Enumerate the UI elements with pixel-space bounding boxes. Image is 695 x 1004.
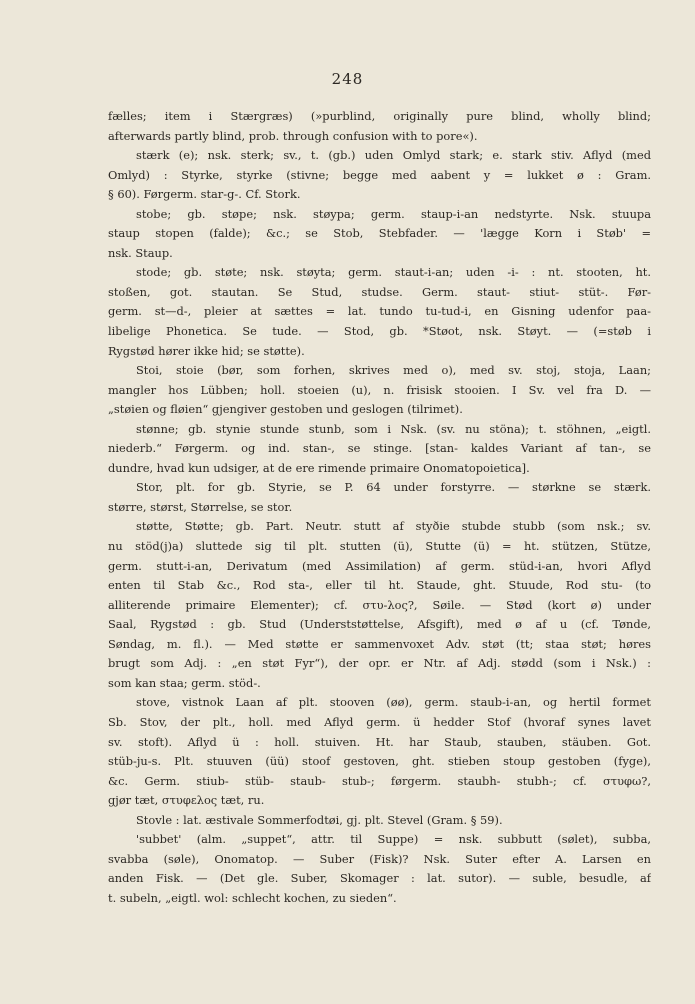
text-line: § 60). Førgerm. star-g-. Cf. Stork. — [108, 187, 301, 202]
text-line: større, størst, Størrelse, se stor. — [108, 499, 293, 514]
entry-line-stobe: stobe; gb. støpe; nsk. støypa; germ. staup-i-an nedstyrte. Nsk. stuupa — [136, 206, 651, 221]
text-line: svabba (søle), Onomatop. — Suber (Fisk)? Nsk. Suter efter A. Larsen en — [108, 851, 651, 866]
text-line: nu stöd(j)a) sluttede sig til plt. stutten (ü), Stutte (ü) = ht. stützen, Stütze, — [108, 539, 651, 554]
entry-line-stovle: Stovle : lat. æstivale Sommerfodtøi, gj. plt. Stevel (Gram. § 59). — [136, 812, 503, 827]
text-line: Sb. Stov, der plt., holl. med Aflyd germ. ü hedder Stof (hvoraf synes lavet — [108, 714, 651, 729]
text-line: niederb.“ Førgerm. og ind. stan-, se stinge. [stan- kaldes Variant af tan-, se — [108, 441, 651, 456]
text-line: germ. stutt-i-an, Derivatum (med Assimilation) af germ. stüd-i-an, hvori Aflyd — [108, 558, 651, 573]
entry-line-stotte: støtte, Støtte; gb. Part. Neutr. stutt af styðie stubde stubb (som nsk.; sv. — [136, 519, 651, 534]
text-line: enten til Stab &c., Rod sta-, eller til ht. Staude, ght. Stuude, Rod stu- (to — [108, 578, 651, 593]
text-line: Saal, Rygstød : gb. Stud (Underststøttelse, Afsgift), med ø af u (cf. Tønde, — [108, 617, 651, 632]
text-line: sv. stoft). Aflyd ü : holl. stuiven. Ht. har Staub, stauben, stäuben. Got. — [108, 734, 651, 749]
page-number: 248 — [331, 70, 364, 88]
text-line: staup stopen (falde); &c.; se Stob, Stebfader. — 'lægge Korn i Støb' = — [108, 226, 651, 241]
text-line: brugt som Adj. : „en støt Fyr“), der opr. er Ntr. af Adj. stødd (som i Nsk.) : — [108, 656, 651, 671]
text-line: Søndag, m. fl.). — Med støtte er sammenvoxet Adv. støt (tt; staa støt; høres — [108, 636, 651, 651]
text-line: libelige Phonetica. Se tude. — Stod, gb. *Støot, nsk. Støyt. — (=støb i — [108, 324, 651, 339]
entry-line-staerk: stærk (e); nsk. sterk; sv., t. (gb.) uden Omlyd stark; e. stark stiv. Aflyd (med — [136, 148, 651, 163]
text-line: „støien og fløien“ gjengiver gestoben und geslogen (tilrimet). — [108, 402, 463, 417]
text-line: gjør tæt, στυφελος tæt, ru. — [108, 793, 265, 808]
text-line: dundre, hvad kun udsiger, at de ere rimende primaire Onomatopoietica]. — [108, 460, 530, 475]
text-line: t. subeln, „eigtl. wol: schlecht kochen, zu sieden“. — [108, 890, 397, 905]
entry-line-stonne: stønne; gb. stynie stunde stunb, som i Nsk. (sv. nu stöna); t. stöhnen, „eigtl. — [136, 421, 651, 436]
text-line: stoßen, got. stautan. Se Stud, studse. Germ. staut- stiut- stüt-. Før- — [108, 284, 651, 299]
body-text — [108, 107, 651, 908]
entry-line-stode: stode; gb. støte; nsk. støyta; germ. staut-i-an; uden -i- : nt. stooten, ht. — [136, 265, 651, 280]
entry-line-stoi: Stoi, stoie (bør, som forhen, skrives med o), med sv. stoj, stoja, Laan; — [136, 363, 651, 378]
entry-line-stor: Stor, plt. for gb. Styrie, se P. 64 under forstyrre. — størkne se stærk. — [136, 480, 651, 495]
entry-line-stove: stove, vistnok Laan af plt. stooven (øø), germ. staub-i-an, og hertil formet — [136, 695, 651, 710]
text-line: germ. st—d-, pleier at sættes = lat. tundo tu-tud-i, en Gisning udenfor paa- — [108, 304, 651, 319]
text-line: alliterende primaire Elementer); cf. στυ-λος?, Søile. — Stød (kort ø) under — [108, 597, 651, 612]
text-line: nsk. Staup. — [108, 245, 173, 260]
entry-line-subbet: 'subbet' (alm. „suppet“, attr. til Suppe) = nsk. subbutt (sølet), subba, — [136, 832, 651, 847]
text-line: stüb-ju-s. Plt. stuuven (üü) stoof gestoven, ght. stieben stoup gestoben (fyge), — [108, 754, 651, 769]
text-line: som kan staa; germ. stöd-. — [108, 675, 261, 690]
text-line: &c. Germ. stiub- stüb- staub- stub-; førgerm. staubh- stubh-; cf. στυφω?, — [108, 773, 651, 788]
text-line: Omlyd) : Styrke, styrke (stivne; begge med aabent y = lukket ø : Gram. — [108, 167, 651, 182]
text-line: mangler hos Lübben; holl. stoeien (u), n. frisisk stooien. I Sv. vel fra D. — — [108, 382, 651, 397]
text-line: afterwards partly blind, prob. through confusion with to pore«). — [108, 128, 478, 143]
text-line: anden Fisk. — (Det gle. Suber, Skomager : lat. sutor). — suble, besudle, af — [108, 871, 651, 886]
text-line: fælles; item i Stærgræs) (»purblind, originally pure blind, wholly blind; — [108, 109, 651, 123]
text-line: Rygstød hører ikke hid; se støtte). — [108, 343, 305, 358]
